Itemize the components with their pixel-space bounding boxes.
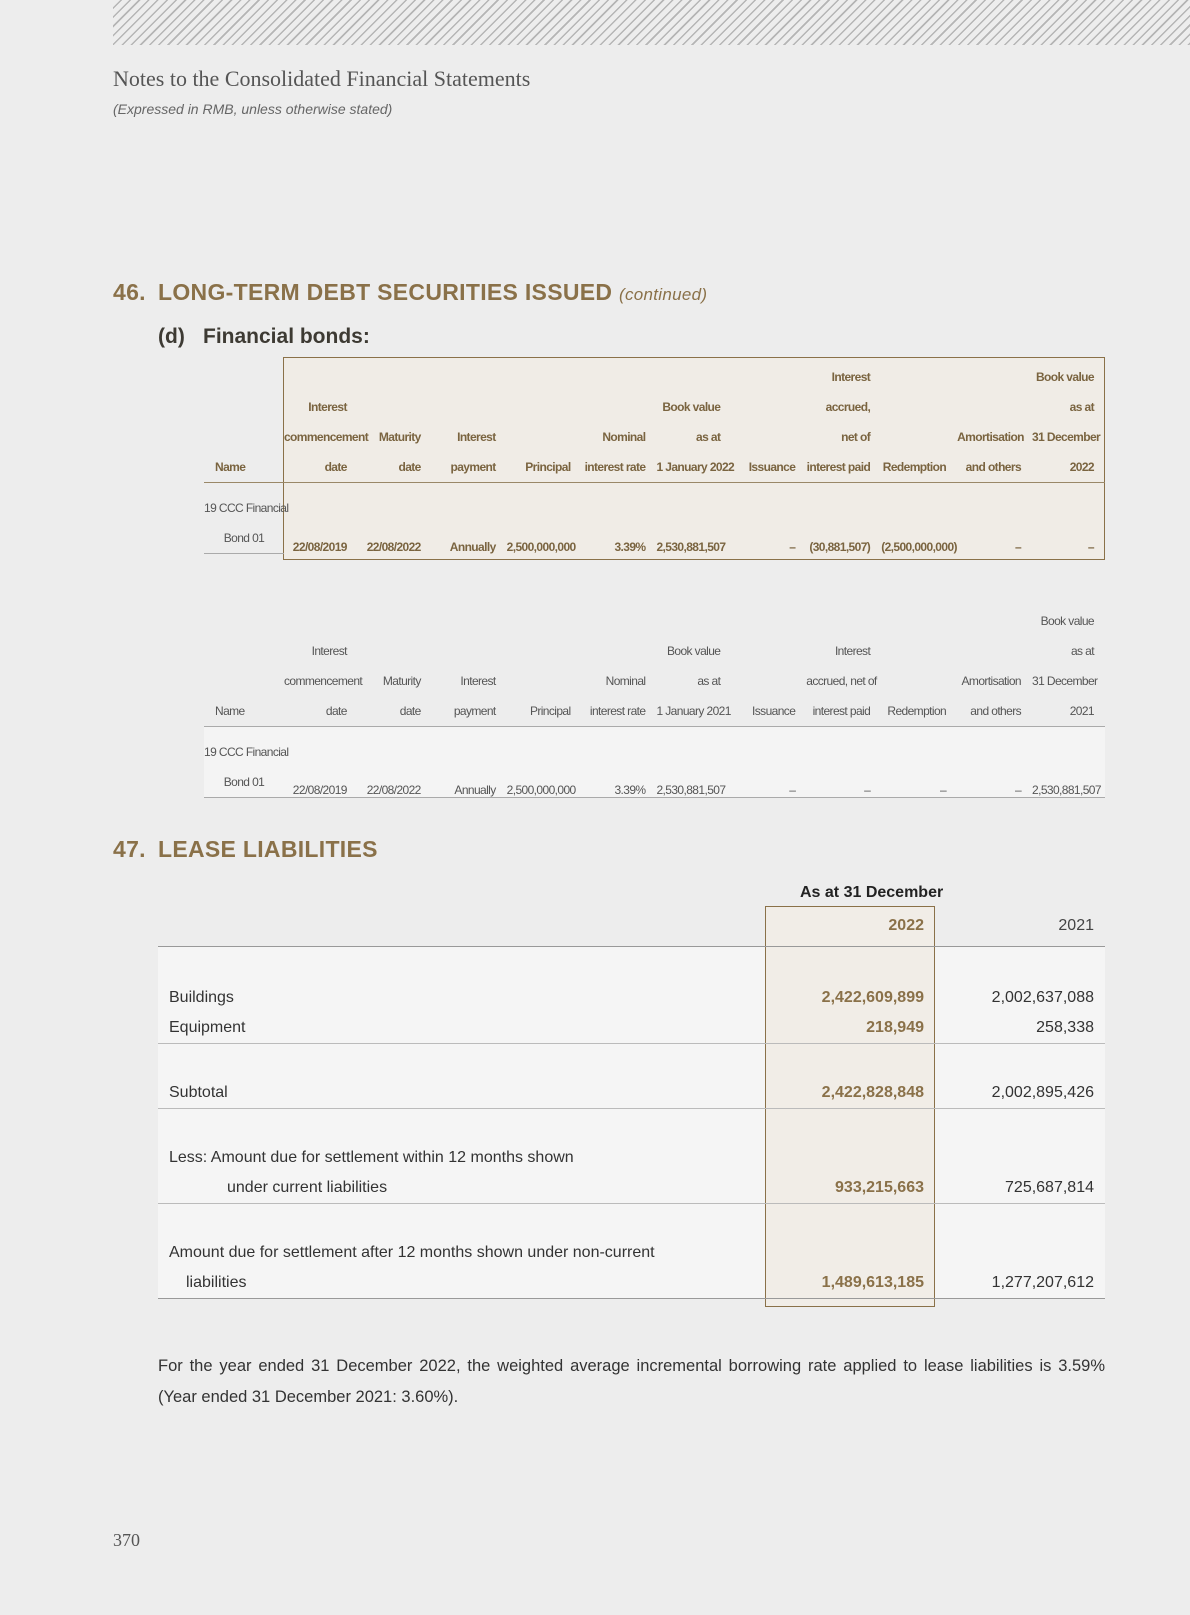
row-label-equipment: Equipment <box>158 1013 765 1044</box>
continued-label: (continued) <box>619 285 708 304</box>
section-number: 46. <box>113 279 146 305</box>
cell-issuance: – <box>731 727 806 798</box>
page-header-title: Notes to the Consolidated Financial Statements <box>113 66 531 91</box>
lease-liabilities-table <box>158 906 1105 1299</box>
table-row <box>158 1268 1105 1299</box>
table-row <box>158 1143 1105 1173</box>
col-header-accrued: Interest accrued, net of interest paid <box>806 370 871 474</box>
table-row <box>158 983 1105 1013</box>
page-number: 370 <box>113 1530 140 1550</box>
col-header-closing: Book value as at 31 December 2021 <box>1032 614 1098 718</box>
col-header-amortisation: Amortisation and others <box>957 430 1024 474</box>
row-label-noncurrent-line2: liabilities <box>158 1268 765 1299</box>
col-header-issuance: Issuance <box>748 460 796 474</box>
cell-amortisation: – <box>957 727 1032 798</box>
col-header-2021: 2021 <box>935 906 1105 947</box>
header-row <box>204 606 1105 727</box>
bond-name: 19 CCC Financial Bond 01 <box>204 727 284 798</box>
header-row <box>158 906 1105 947</box>
cell-closing: 2,530,881,507 <box>1032 727 1105 798</box>
col-header-payment: Interest payment <box>450 430 496 474</box>
col-header-redemption: Redemption <box>882 460 947 474</box>
value-2022: 218,949 <box>765 1013 935 1044</box>
spacer-row <box>158 1204 1105 1239</box>
row-label-subtotal: Subtotal <box>158 1078 765 1109</box>
section-number: 47. <box>113 836 146 862</box>
cell-principal: 2,500,000,000 <box>507 727 582 798</box>
col-header-closing: Book value as at 31 December 2022 <box>1032 370 1101 474</box>
lease-note-paragraph: For the year ended 31 December 2022, the weighted average incremental borrowing rate applied to lease liabilities is 3.59% (Year ended 31 December 2021: 3.60%). <box>158 1357 1105 1406</box>
subsection-label: (d) <box>158 325 185 348</box>
value-2022: 2,422,828,848 <box>765 1078 935 1109</box>
value-2021: 2,002,637,088 <box>935 983 1105 1013</box>
cell-closing: – <box>1032 483 1105 554</box>
cell-principal: 2,500,000,000 <box>507 483 582 554</box>
cell-rate: 3.39% <box>582 483 657 554</box>
row-label-current-line1: Less: Amount due for settlement within 12 months shown <box>158 1143 765 1173</box>
spacer-row <box>158 1044 1105 1079</box>
value-2021: 725,687,814 <box>935 1173 1105 1204</box>
col-header-principal: Principal <box>525 460 571 474</box>
col-header-commencement: Interest commencement date <box>283 644 363 718</box>
header-hatch-band <box>113 0 1190 45</box>
row-label-buildings: Buildings <box>158 983 765 1013</box>
section-47-heading <box>113 836 378 863</box>
table-row <box>158 1078 1105 1109</box>
col-header-maturity: Maturity date <box>378 430 421 474</box>
cell-commencement: 22/08/2019 <box>284 483 358 554</box>
subsection-title: Financial bonds: <box>203 325 370 348</box>
cell-amortisation: – <box>957 483 1032 554</box>
col-header-commencement: Interest commencement date <box>283 400 369 474</box>
cell-opening: 2,530,881,507 <box>656 727 731 798</box>
col-header-issuance: Issuance <box>752 704 796 718</box>
value-2022: 2,422,609,899 <box>821 989 924 1006</box>
cell-redemption: – <box>881 727 957 798</box>
cell-maturity: 22/08/2022 <box>358 483 432 554</box>
col-header-opening: Book value as at 1 January 2021 <box>656 644 731 718</box>
section-title: LONG-TERM DEBT SECURITIES ISSUED <box>158 279 613 305</box>
value-2021: 1,277,207,612 <box>935 1268 1105 1299</box>
table-row <box>158 1238 1105 1268</box>
col-header-name: Name <box>215 460 246 474</box>
col-header-maturity: Maturity date <box>382 674 421 718</box>
row-label-noncurrent-line1: Amount due for settlement after 12 months shown under non-current <box>158 1238 765 1268</box>
header-row <box>204 357 1105 483</box>
page-header-subtitle: (Expressed in RMB, unless otherwise stated) <box>113 101 393 117</box>
cell-rate: 3.39% <box>582 727 657 798</box>
col-header-rate: Nominal interest rate <box>589 674 646 718</box>
cell-issuance: – <box>731 483 806 554</box>
section-46-heading <box>113 279 707 306</box>
cell-maturity: 22/08/2022 <box>358 727 432 798</box>
row-label-current-line2: under current liabilities <box>158 1173 765 1204</box>
col-header-name: Name <box>215 704 245 718</box>
value-2021: 2,002,895,426 <box>935 1078 1105 1109</box>
bonds-table-2021 <box>204 606 1105 798</box>
section-title: LEASE LIABILITIES <box>158 836 378 862</box>
col-header-2022: 2022 <box>765 906 935 947</box>
value-2022: 1,489,613,185 <box>765 1268 935 1299</box>
table-row <box>158 1173 1105 1204</box>
cell-accrued: – <box>806 727 881 798</box>
value-2022: 933,215,663 <box>765 1173 935 1204</box>
col-header-amortisation: Amortisation and others <box>961 674 1022 718</box>
cell-accrued: (30,881,507) <box>806 483 881 554</box>
table-row <box>158 1013 1105 1044</box>
table-row <box>204 727 1105 798</box>
col-header-principal: Principal <box>529 704 571 718</box>
spacer-row <box>158 1109 1105 1144</box>
spacer-row <box>158 947 1105 984</box>
col-header-payment: Interest payment <box>453 674 496 718</box>
column-group-header: As at 31 December <box>800 884 944 901</box>
bonds-table-2022 <box>204 357 1105 554</box>
cell-redemption: (2,500,000,000) <box>881 483 957 554</box>
bond-name: 19 CCC Financial Bond 01 <box>204 483 284 554</box>
col-header-redemption: Redemption <box>887 704 947 718</box>
subsection-heading <box>158 325 370 349</box>
col-header-rate: Nominal interest rate <box>584 430 646 474</box>
value-2021: 258,338 <box>935 1013 1105 1044</box>
table-row <box>204 483 1105 554</box>
cell-opening: 2,530,881,507 <box>656 483 731 554</box>
col-header-accrued: Interest accrued, net of interest paid <box>806 644 877 718</box>
cell-payment: Annually <box>432 483 507 554</box>
cell-payment: Annually <box>432 727 507 798</box>
cell-commencement: 22/08/2019 <box>284 727 358 798</box>
col-header-opening: Book value as at 1 January 2022 <box>656 400 735 474</box>
